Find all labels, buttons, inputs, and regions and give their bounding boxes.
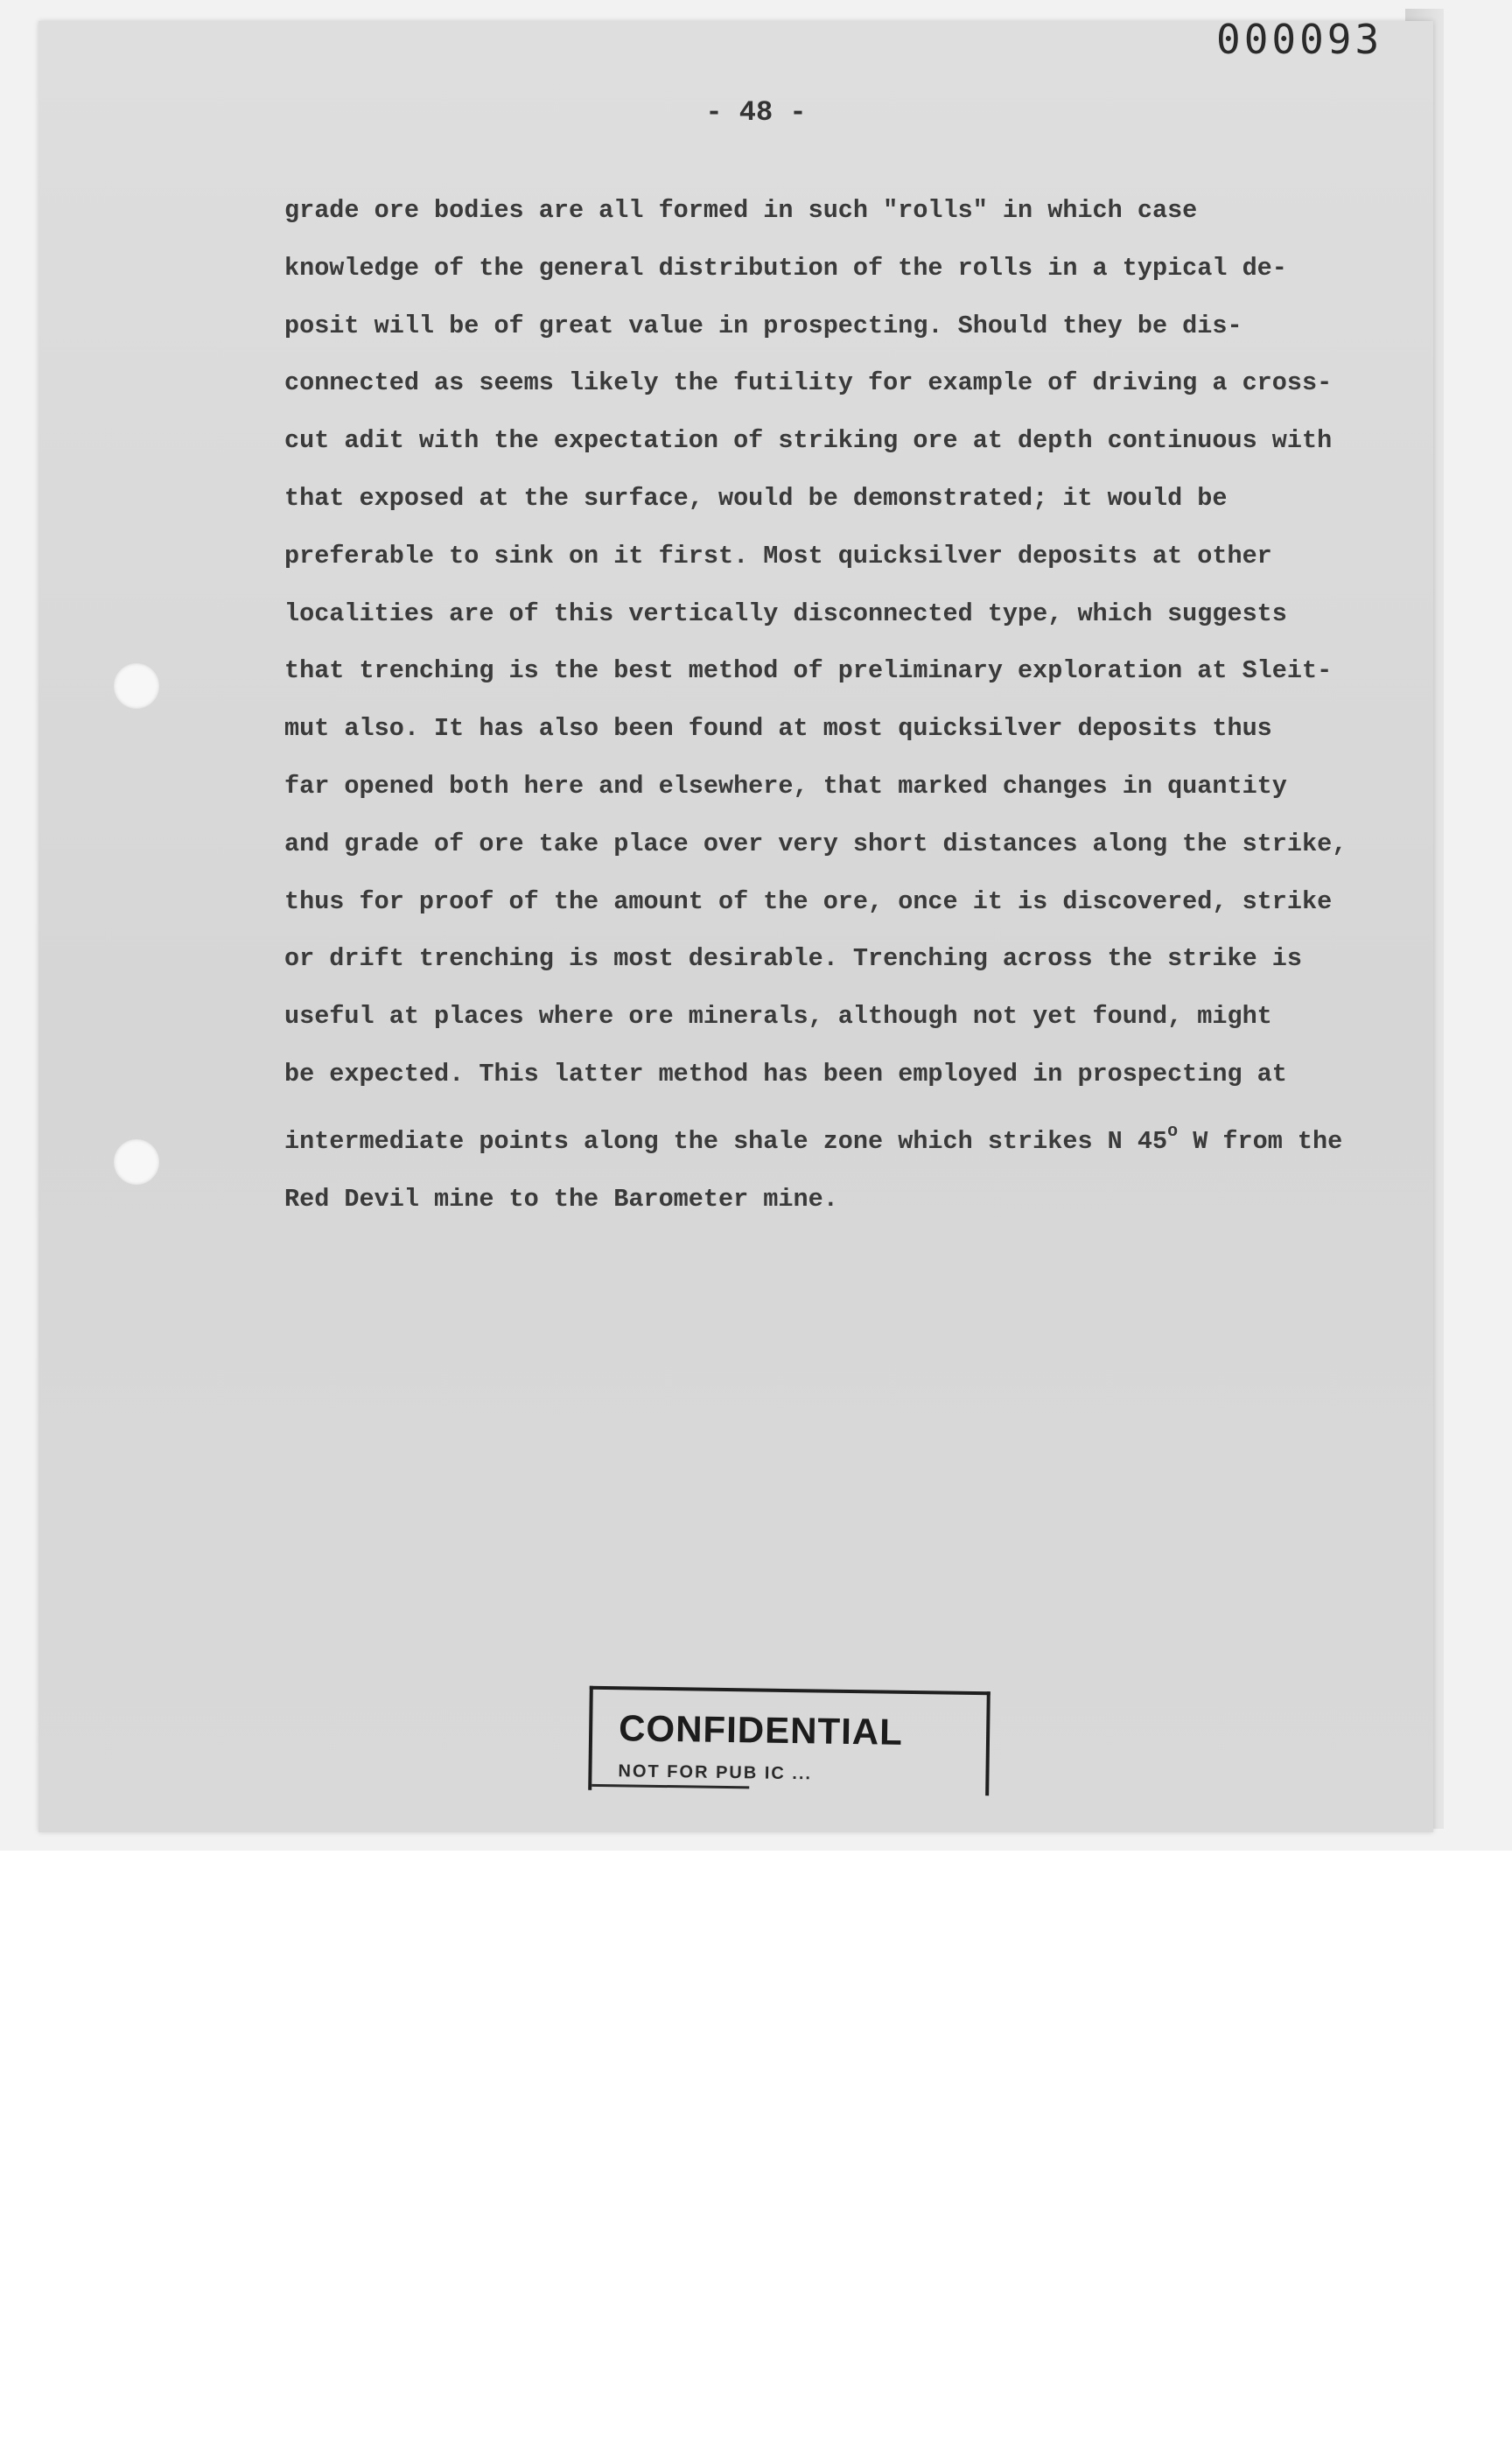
text-line: or drift trenching is most desirable. Trenching across the strike is <box>284 944 1302 974</box>
punch-hole <box>114 1139 159 1185</box>
text-line: useful at places where ore minerals, although not yet found, might <box>284 1002 1272 1032</box>
text-line: far opened both here and elsewhere, that marked changes in quantity <box>284 771 1287 801</box>
body-text <box>284 182 1369 1228</box>
text-line: that exposed at the surface, would be demonstrated; it would be <box>284 483 1228 513</box>
text-line: grade ore bodies are all formed in such "rolls" in which case <box>284 196 1198 225</box>
text-line: and grade of ore take place over very short distances along the strike, <box>284 829 1348 858</box>
text-line: Red Devil mine to the Barometer mine. <box>284 1184 838 1214</box>
stamp-subtitle: NOT FOR PUB IC ... <box>618 1761 813 1784</box>
text-segment: intermediate points along the shale zone which strikes N 45 <box>284 1126 1168 1156</box>
text-line: mut also. It has also been found at most quicksilver deposits thus <box>284 714 1272 744</box>
text-line: thus for proof of the amount of the ore, once it is discovered, strike <box>284 886 1333 916</box>
text-line: be expected. This latter method has been employed in prospecting at <box>284 1059 1287 1088</box>
punch-hole <box>114 663 159 709</box>
text-line: knowledge of the general distribution of the rolls in a typical de- <box>284 253 1287 283</box>
degree-symbol: o <box>1167 1121 1179 1142</box>
stamp-underline <box>592 1784 749 1789</box>
text-line: localities are of this vertically disconnected type, which suggests <box>284 598 1287 628</box>
document-number: 000093 <box>1216 16 1383 63</box>
page-number: - 48 - <box>705 96 807 129</box>
text-line: preferable to sink on it first. Most quicksilver deposits at other <box>284 541 1272 570</box>
confidential-stamp <box>588 1686 990 1796</box>
text-segment: W from the <box>1178 1126 1343 1156</box>
text-line <box>284 1103 1369 1171</box>
text-line: connected as seems likely the futility for example of driving a cross- <box>284 368 1333 398</box>
text-line: posit will be of great value in prospecting. Should they be dis- <box>284 311 1242 340</box>
stamp-title: CONFIDENTIAL <box>618 1707 904 1753</box>
text-line: that trenching is the best method of preliminary exploration at Sleit- <box>284 656 1333 686</box>
text-line: cut adit with the expectation of striking ore at depth continuous with <box>284 426 1333 456</box>
